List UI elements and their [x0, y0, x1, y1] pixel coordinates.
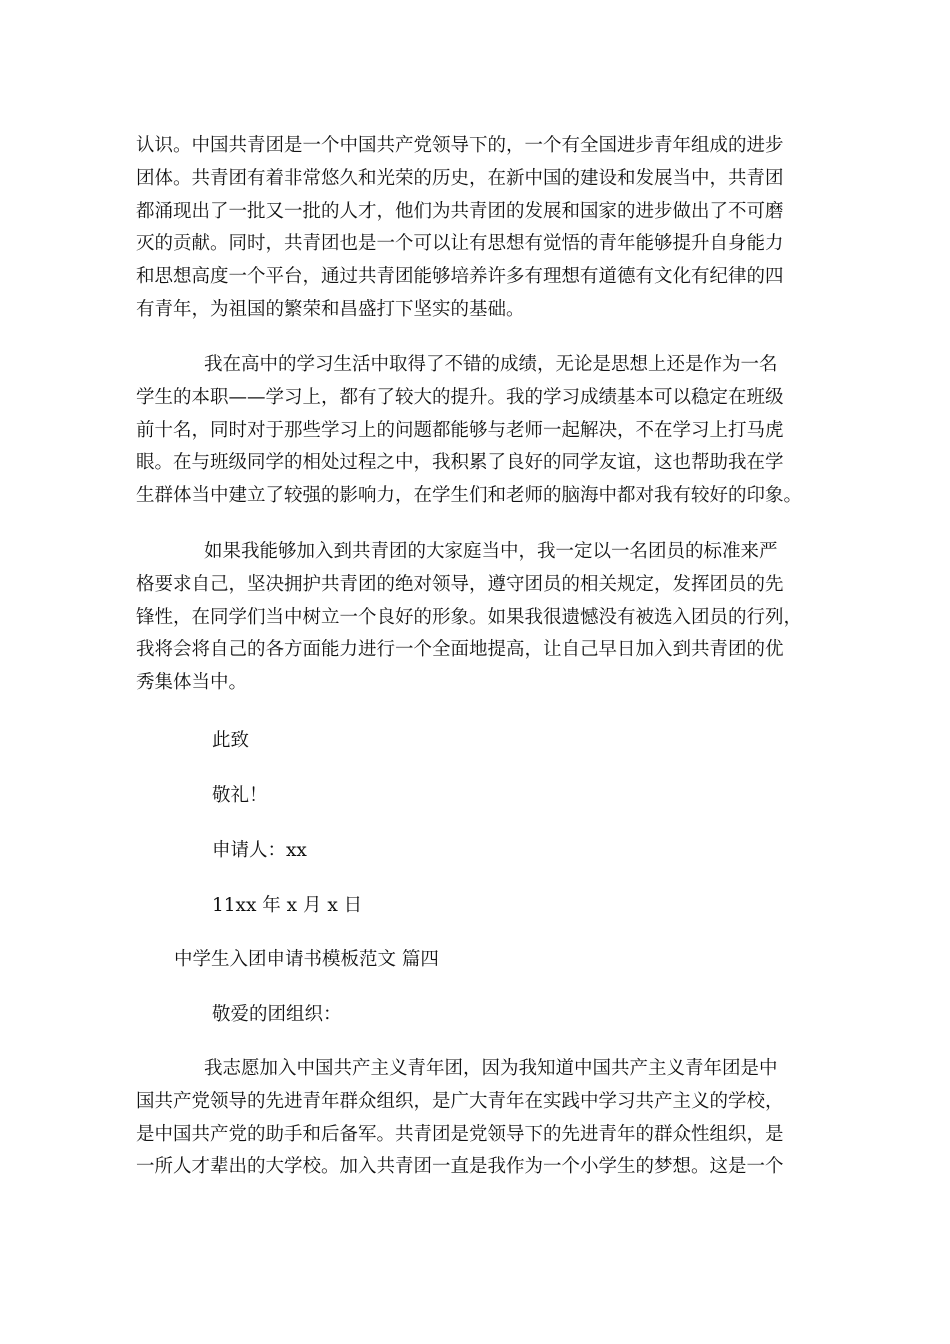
- paragraph-line: 认识。中国共青团是一个中国共产党领导下的，一个有全国进步青年组成的进步: [136, 135, 784, 156]
- paragraph-1: [136, 130, 816, 327]
- paragraph-line: 我在高中的学习生活中取得了不错的成绩，无论是思想上还是作为一名: [204, 354, 778, 375]
- paragraph-line: 是中国共产党的助手和后备军。共青团是党领导下的先进青年的群众性组织，是: [136, 1123, 784, 1145]
- paragraph-line: 和思想高度一个平台，通过共青团能够培养许多有理想有道德有文化有纪律的四: [136, 266, 784, 288]
- paragraph-line: 格要求自己，坚决拥护共青团的绝对领导，遵守团员的相关规定，发挥团员的先: [136, 573, 784, 595]
- paragraph-2: [136, 349, 816, 513]
- paragraph-line: 秀集体当中。: [136, 672, 248, 694]
- paragraph-line: 国共产党领导的先进青年群众组织，是广大青年在实践中学习共产主义的学校，: [136, 1090, 784, 1112]
- greeting-line: 敬爱的团组织：: [212, 1004, 342, 1025]
- closing-text: 此致: [212, 730, 250, 751]
- paragraph-line: 团体。共青团有着非常悠久和光荣的历史，在新中国的建设和发展当中，共青团: [136, 167, 784, 189]
- paragraph-line: 我将会将自己的各方面能力进行一个全面地提高，让自己早日加入到共青团的优: [136, 639, 784, 661]
- paragraph-3: [136, 536, 816, 700]
- paragraph-line: 锋性，在同学们当中树立一个良好的形象。如果我很遗憾没有被选入团员的行列，: [136, 606, 803, 628]
- paragraph-line: 生群体当中建立了较强的影响力，在学生们和老师的脑海中都对我有较好的印象。: [136, 485, 803, 507]
- date-line: 11xx 年 x 月 x 日: [212, 895, 363, 916]
- paragraph-line: 有青年，为祖国的繁荣和昌盛打下坚实的基础。: [136, 298, 525, 320]
- paragraph-line: 我志愿加入中国共产主义青年团，因为我知道中国共产主义青年团是中: [204, 1058, 778, 1079]
- paragraph-line: 眼。在与班级同学的相处过程之中，我积累了良好的同学友谊，这也帮助我在学: [136, 452, 784, 474]
- paragraph-line: 如果我能够加入到共青团的大家庭当中，我一定以一名团员的标准来严: [204, 541, 778, 562]
- salutation-text: 敬礼！: [212, 785, 268, 806]
- paragraph-line: 一所人才辈出的大学校。加入共青团一直是我作为一个小学生的梦想。这是一个: [136, 1156, 784, 1178]
- applicant-line: 申请人：xx: [212, 840, 307, 861]
- paragraph-line: 灭的贡献。同时，共青团也是一个可以让有思想有觉悟的青年能够提升自身能力: [136, 233, 784, 255]
- paragraph-line: 都涌现出了一批又一批的人才，他们为共青团的发展和国家的进步做出了不可磨: [136, 200, 784, 222]
- paragraph-4: [136, 1053, 816, 1184]
- paragraph-line: 学生的本职——学习上，都有了较大的提升。我的学习成绩基本可以稳定在班级: [136, 386, 784, 408]
- paragraph-line: 前十名，同时对于那些学习上的问题都能够与老师一起解决，不在学习上打马虎: [136, 419, 784, 441]
- section-title: 中学生入团申请书模板范文 篇四: [174, 949, 439, 970]
